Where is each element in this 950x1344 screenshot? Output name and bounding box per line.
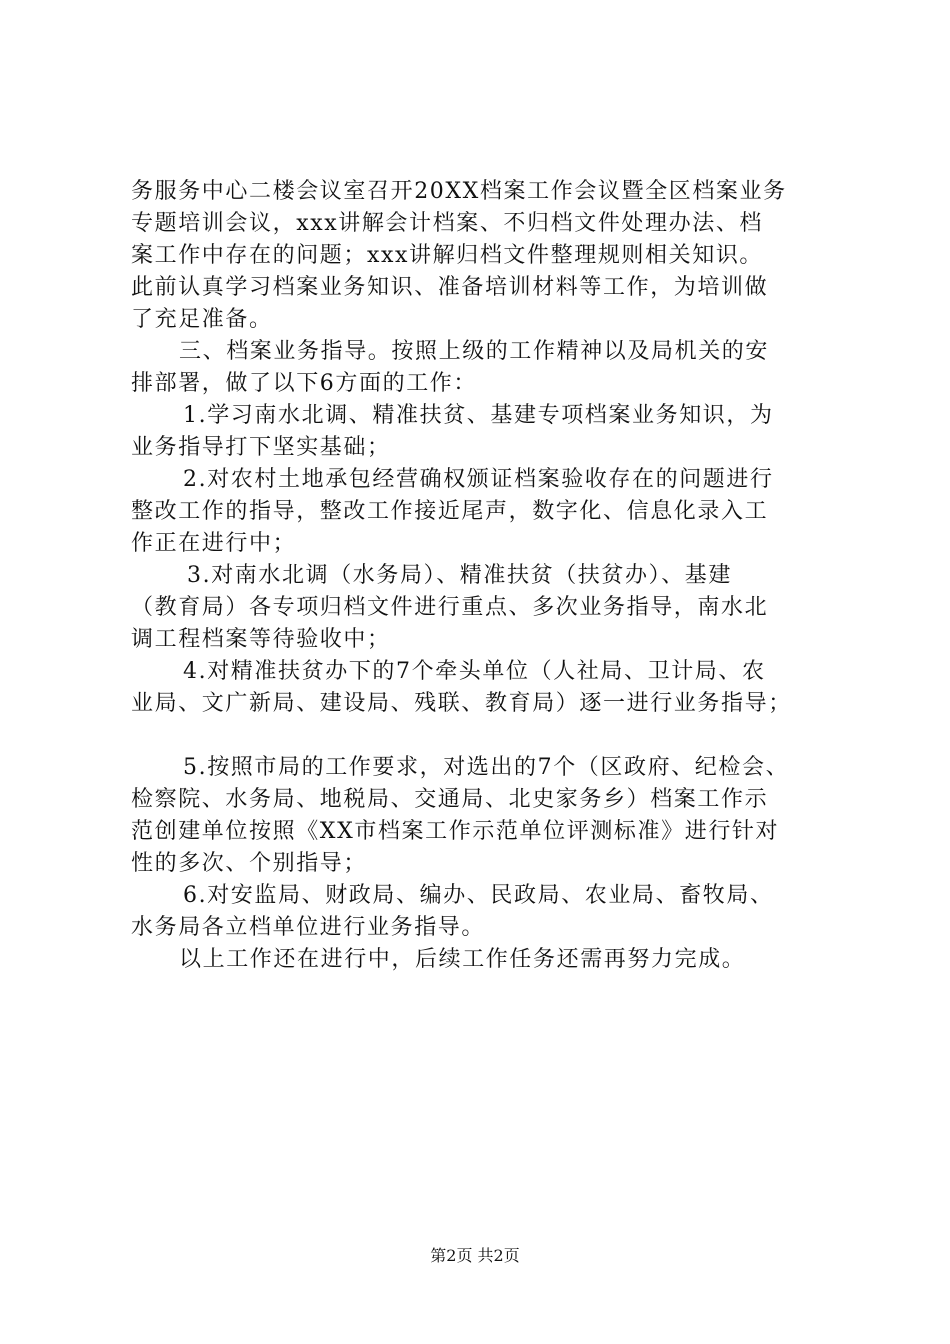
text-line: 整改工作的指导，整改工作接近尾声，数字化、信息化录入工 <box>131 499 769 524</box>
section-heading-line: 三、档案业务指导。按照上级的工作精神以及局机关的安 <box>179 339 770 364</box>
list-item-6-line: 6.对安监局、财政局、编办、民政局、农业局、畜牧局、 <box>183 883 774 908</box>
list-item-4-line: 4.对精准扶贫办下的7个牵头单位（人社局、卫计局、农 <box>183 659 766 684</box>
page-footer: 第2页 共2页 <box>430 1246 520 1265</box>
blank-line <box>131 720 853 752</box>
text-line: 专题培训会议，xxx讲解会计档案、不归档文件处理办法、档 <box>131 211 764 236</box>
list-item-3-line: 3.对南水北调（水务局）、精准扶贫（扶贫办）、基建 <box>187 563 732 588</box>
document-body <box>131 176 853 976</box>
text-line: 务服务中心二楼会议室召开20XX档案工作会议暨全区档案业务 <box>131 179 787 204</box>
text-line: 调工程档案等待验收中； <box>131 627 391 652</box>
text-line: 范创建单位按照《XX市档案工作示范单位评测标准》进行针对 <box>131 819 780 844</box>
list-item-5-line: 5.按照市局的工作要求，对选出的7个（区政府、纪检会、 <box>183 755 790 780</box>
closing-line: 以上工作还在进行中，后续工作任务还需再努力完成。 <box>179 947 746 972</box>
text-line: 排部署，做了以下6方面的工作： <box>131 371 477 396</box>
text-line: 性的多次、个别指导； <box>131 851 368 876</box>
text-line: 此前认真学习档案业务知识、准备培训材料等工作，为培训做 <box>131 275 769 300</box>
text-line: 作正在进行中； <box>131 531 297 556</box>
list-item-1-line: 1.学习南水北调、精准扶贫、基建专项档案业务知识，为 <box>183 403 774 428</box>
text-line: （教育局）各专项归档文件进行重点、多次业务指导，南水北 <box>131 595 769 620</box>
text-line: 案工作中存在的问题；xxx讲解归档文件整理规则相关知识。 <box>131 243 764 268</box>
text-line: 业局、文广新局、建设局、残联、教育局）逐一进行业务指导； <box>131 691 792 716</box>
text-line: 了充足准备。 <box>131 307 273 332</box>
list-item-2-line: 2.对农村土地承包经营确权颁证档案验收存在的问题进行 <box>183 467 774 492</box>
text-line: 水务局各立档单位进行业务指导。 <box>131 915 486 940</box>
text-line: 业务指导打下坚实基础； <box>131 435 391 460</box>
text-line: 检察院、水务局、地税局、交通局、北史家务乡）档案工作示 <box>131 787 769 812</box>
